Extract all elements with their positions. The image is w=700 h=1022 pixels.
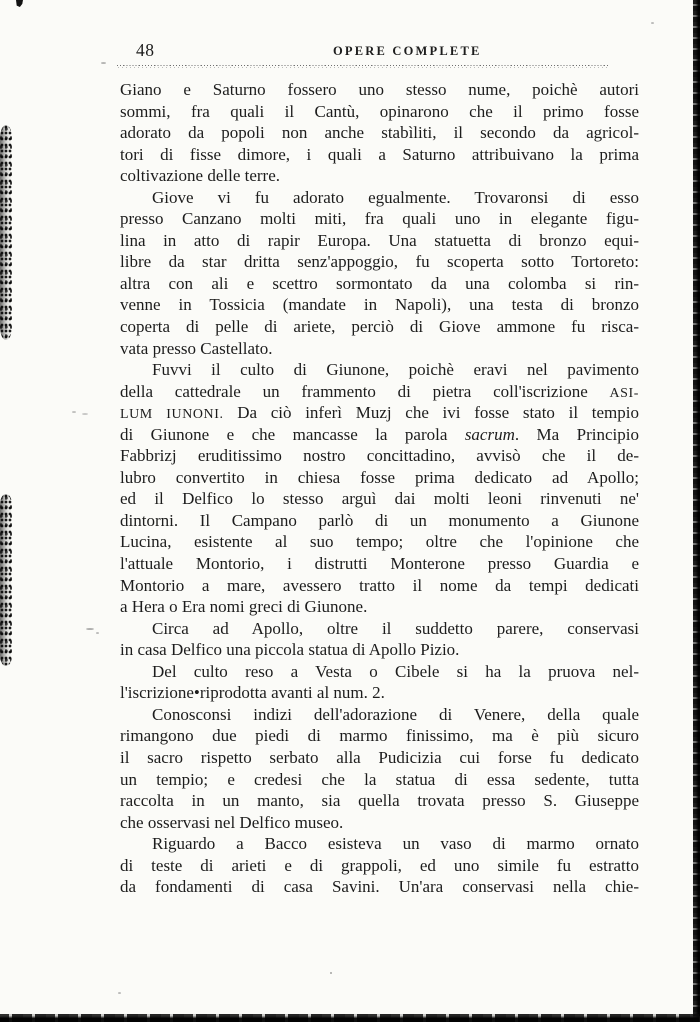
body-text: coltivazione delle terre. [120,166,280,186]
body-text: da fondamenti di casa Savini. Un'ara conservasi nella chie- [120,877,639,897]
text-block [120,79,639,898]
text-line [120,510,639,532]
text-line [120,855,639,877]
body-text: rimangono due piedi di marmo finissimo, ma è più sicuro [120,726,639,746]
text-line [120,575,639,597]
body-text: lubro convertito in chiesa fosse prima dedicato ad Apollo; [120,467,639,487]
body-text: raccolta in un manto, sia quella trovata presso S. Giuseppe [120,791,639,811]
italic-text: sacrum [464,424,515,444]
text-line [120,273,639,295]
text-line [120,101,639,123]
body-text: Fuvvi il culto di Giunone, poichè eravi nel pavimento [152,360,639,380]
body-text: vata presso Castellato. [120,338,273,358]
text-line [120,230,639,252]
text-line [120,682,639,704]
text-line [120,424,639,446]
scan-speck [101,62,106,64]
small-caps-text: LUM IUNONI. [120,407,224,423]
scan-speck [72,411,76,413]
text-line [120,531,639,553]
text-line [120,639,639,661]
body-text: coperta di pelle di ariete, perciò di Giove ammone fu risca- [120,317,639,337]
body-text: libre da star dritta senz'appoggio, fu scoperta sotto Tortoreto: [120,252,639,272]
body-text: Lucina, esistente al suo tempo; oltre che l'opinione che [120,532,639,552]
body-text: Conosconsi indizi dell'adorazione di Venere, della quale [152,704,639,724]
body-text: adorato da popoli non anche stabìliti, il secondo da agricol- [120,123,639,143]
body-text: Fabbrizj eruditissimo nostro concittadino, avvisò che il de- [120,446,639,466]
header-dotted-rule [117,65,608,68]
body-text: venne in Tossicia (mandate in Napoli), una testa di bronzo [120,295,639,315]
scan-edge-bottom [0,1014,700,1022]
text-line [120,661,639,683]
text-line [120,165,639,187]
scan-edge-left-lower [0,494,12,666]
body-text: di teste di arieti e di grappoli, ed uno simile fu estratto [120,855,639,875]
text-line [120,747,639,769]
body-text: ed il Delfico lo stesso arguì dai molti leoni rinvenuti ne' [120,489,639,509]
scan-speck [96,632,99,634]
body-text: presso Canzano molti miti, fra quali uno in elegante figu- [120,209,639,229]
body-text: dintorni. Il Campano parlò di un monumento a Giunone [120,510,639,530]
text-line [120,596,639,618]
body-text: Montorio a mare, avessero tratto il nome da tempi dedicati [120,575,639,595]
body-text: Giove vi fu adorato egualmente. Trovaronsi di esso [152,187,639,207]
text-line [120,381,639,403]
scan-speck [118,992,121,994]
body-text: un tempio; e credesi che la statua di essa sedente, tutta [120,769,639,789]
body-text: tori di fisse dimore, i quali a Saturno attribuivano la prima [120,144,639,164]
text-line [120,553,639,575]
text-line [120,402,639,424]
text-line [120,488,639,510]
body-text: Giano e Saturno fossero uno stesso nume, poichè autori [120,80,639,99]
body-text: . Ma Principio [514,424,639,444]
text-line [120,187,639,209]
text-line [120,144,639,166]
body-text: della cattedrale un frammento di pietra coll'iscrizione [120,381,610,401]
text-line [120,618,639,640]
text-line [120,122,639,144]
scan-speck [82,413,88,415]
body-text: in casa Delfico una piccola statua di Apollo Pizio. [120,640,460,660]
text-line [120,208,639,230]
text-line [120,316,639,338]
running-title: OPERE COMPLETE [333,44,482,58]
body-text: che osservasi nel Delfico museo. [120,812,344,832]
scan-edge-left-upper [0,125,12,340]
text-line [120,812,639,834]
text-line [120,833,639,855]
scan-speck [651,22,654,24]
text-line [120,445,639,467]
text-line [120,769,639,791]
page-number: 48 [136,40,155,60]
body-text: Del culto reso a Vesta o Cibele si ha la pruova nel- [152,661,639,681]
body-text: Circa ad Apollo, oltre il suddetto parere, conservasi [152,618,639,638]
scan-speck [86,628,94,630]
body-text: lina in atto di rapir Europa. Una statuetta di bronzo equi- [120,230,639,250]
text-line [120,725,639,747]
scan-edge-right [693,0,700,1022]
text-line [120,467,639,489]
scan-mark-top-left [16,0,23,7]
body-text: il sacro rispetto serbato alla Pudicizia cui forse fu dedicato [120,747,639,767]
text-line [120,876,639,898]
body-text: sommi, fra quali il Cantù, opinarono che il primo fosse [120,101,639,121]
text-line [120,294,639,316]
text-line [120,79,639,101]
body-text: Da ciò inferì Muzj che ivi fosse stato il tempio [223,403,639,423]
text-line [120,790,639,812]
text-line [120,704,639,726]
text-line [120,338,639,360]
small-caps-text: ASI- [609,385,639,401]
body-text: di Giunone e che mancasse la parola [120,424,465,444]
body-text: l'iscrizione•riprodotta avanti al num. 2. [120,683,385,703]
text-line [120,359,639,381]
body-text: Riguardo a Bacco esisteva un vaso di marmo ornato [152,834,639,854]
scan-speck [330,972,332,974]
body-text: l'attuale Montorio, i distrutti Monterone presso Guardia e [120,554,639,574]
body-text: altra con ali e scettro sormontato da una colomba si rin- [120,273,639,293]
text-line [120,251,639,273]
body-text: a Hera o Era nomi greci di Giunone. [120,597,368,617]
